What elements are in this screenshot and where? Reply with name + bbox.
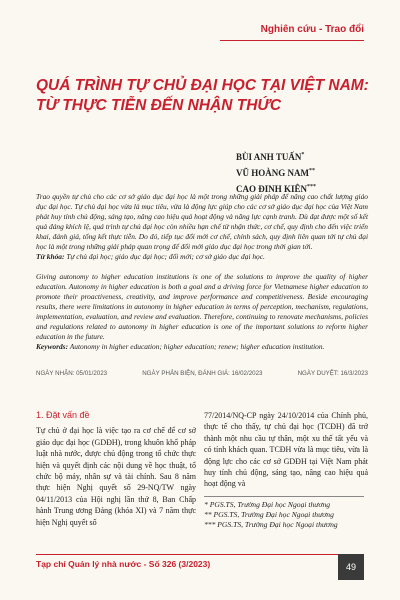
body-column-right	[204, 410, 368, 530]
footnotes	[204, 500, 368, 530]
abstract-vi-text: Trao quyền tự chủ cho các cơ sở giáo dục đại học là một trong những giải pháp để nâng cao chất lượng giáo dục đại học. Tự chủ đại học vừa là mục tiêu, vừa là động lực giúp cho các cơ sở giáo dục đại học của Việt Nam phát huy tính chủ động, sáng tạo, nâng cao hiệu quả hoạt động và năng lực cạnh tranh. Dù đạt được một số kết quả đáng khích lệ, quá trình tự chủ đại học còn nhiều hạn chế từ nhận thức, cơ chế, quy định cho đến việc triển khai, đánh giá, tổng kết thực tiễn. Do đó, tiếp tục đổi mới cơ chế, chính sách, quy định liên quan tới tự chủ đại học là một trong những giải pháp quan trọng để đổi mới giáo dục đại học trong thời gian tới.	[36, 192, 368, 251]
title-line-2: TỪ THỰC TIỄN ĐẾN NHẬN THỨC	[36, 97, 282, 114]
keywords-en-text: Autonomy in higher education; higher education; renew; higher education institution.	[69, 342, 325, 351]
author-mark: *	[301, 152, 305, 158]
abstract-vietnamese	[36, 192, 368, 262]
header-rule	[220, 40, 364, 41]
footnote-1: * PGS.TS, Trường Đại học Ngoại thương	[204, 499, 331, 509]
author-mark: **	[309, 168, 315, 174]
section-heading: 1. Đặt vấn đề	[36, 410, 90, 420]
footnote-2: ** PGS.TS, Trường Đại học Ngoại thương	[204, 509, 334, 519]
footnote-3: *** PGS.TS, Trường Đại học Ngoại thương	[204, 519, 338, 529]
section-tag: Nghiên cứu - Trao đổi	[260, 24, 364, 35]
article-dates	[36, 370, 368, 377]
keywords-en	[36, 342, 368, 352]
footer-rule	[36, 554, 364, 555]
author-mark: ***	[307, 184, 317, 190]
keywords-vi-text: Tự chủ đại học; giáo dục đại học; đổi mới; cơ sở giáo dục đại học.	[66, 252, 265, 261]
footnote-rule	[204, 496, 364, 497]
author-1	[236, 148, 376, 164]
body-text-right: 77/2014/NQ-CP ngày 24/10/2014 của Chính phủ, thực tế cho thấy, tự chủ đại học (TCĐH) đã trở thành một nhu cầu tự thân, một xu thế tất yếu và có tính khách quan. TCĐH vừa là mục tiêu, vừa là động lực cho các cơ sở GDĐH tại Việt Nam phát huy tính chủ động, sáng tạo, nâng cao hiệu quả hoạt động và	[204, 411, 368, 489]
author-name: BÙI ANH TUẤN	[236, 152, 302, 162]
date-approved: NGÀY DUYỆT: 16/3/2023	[297, 370, 368, 377]
journal-footer: Tạp chí Quản lý nhà nước - Số 326 (3/2023)	[36, 559, 211, 569]
abstract-en-text: Giving autonomy to higher education institutions is one of the solutions to improve the quality of higher education. Autonomy in higher education is both a goal and a driving force for Vietnamese higher education to promote their proactiveness, creativity, and improve performance and competitiveness. Beside encouraging results, there were limitations in autonomy in higher education in terms of perception, mechanism, regulations, implementation, evaluation, and review and evaluation. Therefore, continuing to renovate mechanisms, policies and regulations related to autonomy in higher education is one of the important solutions to reform higher education in the future.	[36, 272, 368, 341]
author-name: VŨ HOÀNG NAM	[236, 168, 309, 178]
article-title	[36, 76, 369, 116]
body-column-left	[36, 410, 196, 528]
title-line-1: QUÁ TRÌNH TỰ CHỦ ĐẠI HỌC TẠI VIỆT NAM:	[36, 77, 369, 94]
page-number: 49	[338, 554, 364, 580]
keywords-vi-label: Từ khóa:	[36, 252, 65, 261]
date-reviewed: NGÀY PHẢN BIỆN, ĐÁNH GIÁ: 16/02/2023	[142, 370, 263, 377]
date-received: NGÀY NHẬN: 05/01/2023	[36, 370, 108, 377]
keywords-vi	[36, 252, 368, 262]
body-text-left: Tự chủ ở đại học là việc tạo ra cơ chế để cơ sở giáo dục đại học (GDĐH), trong khuôn khổ pháp luật nhà nước, được chủ động trong tổ chức thực hiện và quyết định các nội dung về học thuật, tổ chức bộ máy, nhân sự và tài chính. Sau 8 năm thực hiện Nghị quyết số 29-NQ/TW ngày 04/11/2013 của Hội nghị lần thứ 8, Ban Chấp hành Trung ương Đảng (khóa XI) và 7 năm thực hiện Nghị quyết số	[36, 426, 196, 527]
abstract-english	[36, 272, 368, 352]
author-list	[236, 148, 376, 196]
author-2	[236, 164, 376, 180]
author-name: CAO ĐINH KIÊN	[236, 184, 308, 194]
keywords-en-label: Keywords:	[36, 342, 69, 351]
